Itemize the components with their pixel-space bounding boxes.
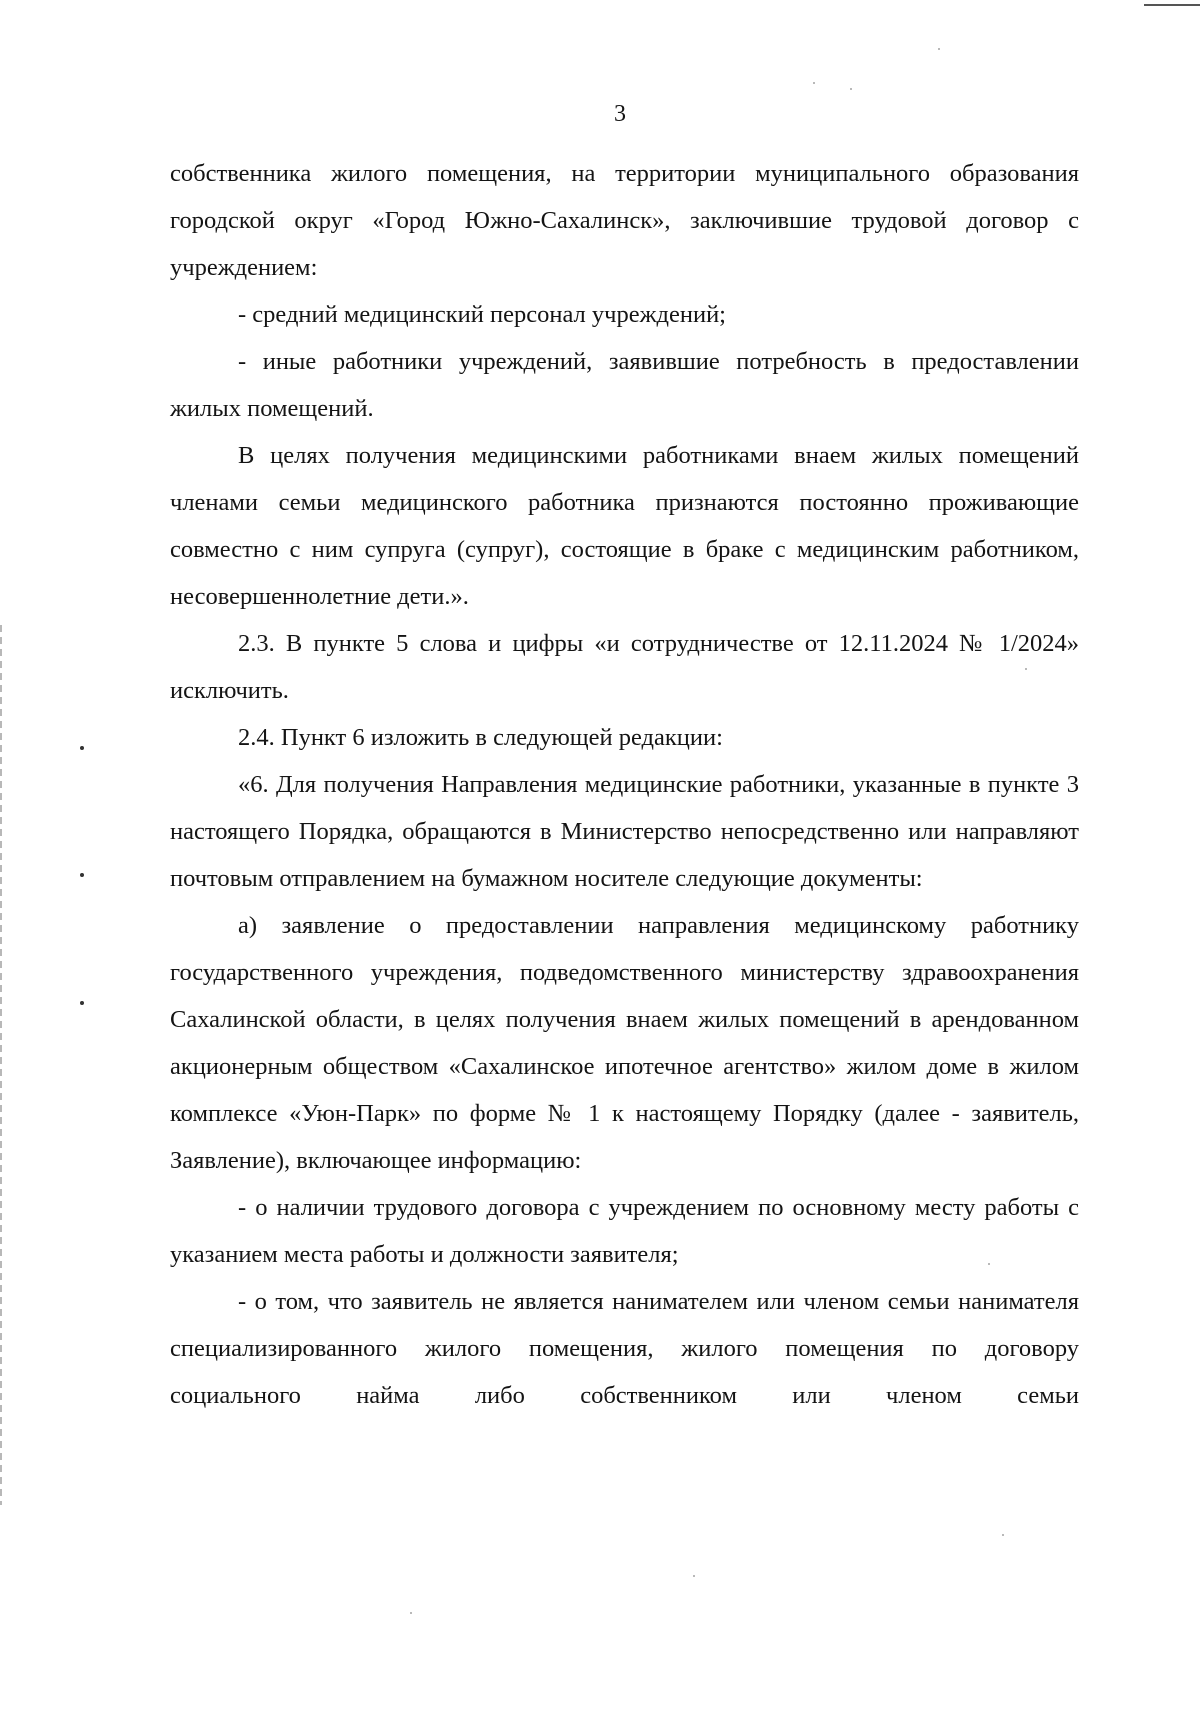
scan-speck	[813, 82, 815, 84]
scan-edge-mark	[1144, 4, 1200, 6]
paragraph-clause-2-3: 2.3. В пункте 5 слова и цифры «и сотрудничестве от 12.11.2024 № 1/2024» исключить.	[170, 630, 1079, 704]
list-item-nursing-staff: - средний медицинский персонал учреждений;	[238, 301, 726, 328]
scan-speck	[850, 88, 852, 90]
document-body	[170, 150, 1079, 1419]
scan-dot	[80, 746, 84, 750]
paragraph-clause-6: «6. Для получения Направления медицинские работники, указанные в пункте 3 настоящего Порядка, обращаются в Министерство непосредственно или направляют почтовым отправлением на бумажном носителе следующие документы:	[170, 771, 1079, 892]
scan-speck	[1002, 1534, 1004, 1536]
scan-dot	[80, 873, 84, 877]
scan-left-edge	[0, 625, 2, 1505]
scan-speck	[693, 1575, 695, 1577]
page-number: 3	[614, 101, 626, 127]
paragraph-family-members: В целях получения медицинскими работниками внаем жилых помещений членами семьи медицинского работника признаются постоянно проживающие совместно с ним супруга (супруг), состоящие в браке с медицинским работником, несовершеннолетние дети.».	[170, 442, 1079, 610]
scan-speck	[938, 48, 940, 50]
scan-dot	[80, 1001, 84, 1005]
paragraph-continuation: собственника жилого помещения, на территории муниципального образования городской округ «Город Южно-Сахалинск», заключившие трудовой договор с учреждением:	[170, 160, 1079, 281]
paragraph-clause-2-4: 2.4. Пункт 6 изложить в следующей редакции:	[238, 724, 723, 751]
list-item-not-tenant: - о том, что заявитель не является нанимателем или членом семьи нанимателя специализированного жилого помещения, жилого помещения по договору социального найма либо собственником или членом семьи	[170, 1288, 1079, 1409]
paragraph-item-a: а) заявление о предоставлении направления медицинскому работнику государственного учреждения, подведомственного министерству здравоохранения Сахалинской области, в целях получения внаем жилых помещений в арендованном акционерным обществом «Сахалинское ипотечное агентство» жилом доме в жилом комплексе «Уюн-Парк» по форме № 1 к настоящему Порядку (далее - заявитель, Заявление), включающее информацию:	[170, 912, 1079, 1174]
list-item-employment-contract: - о наличии трудового договора с учреждением по основному месту работы с указанием места работы и должности заявителя;	[170, 1194, 1079, 1268]
list-item-other-staff: - иные работники учреждений, заявившие потребность в предоставлении жилых помещений.	[170, 348, 1079, 422]
scan-speck	[410, 1612, 412, 1614]
